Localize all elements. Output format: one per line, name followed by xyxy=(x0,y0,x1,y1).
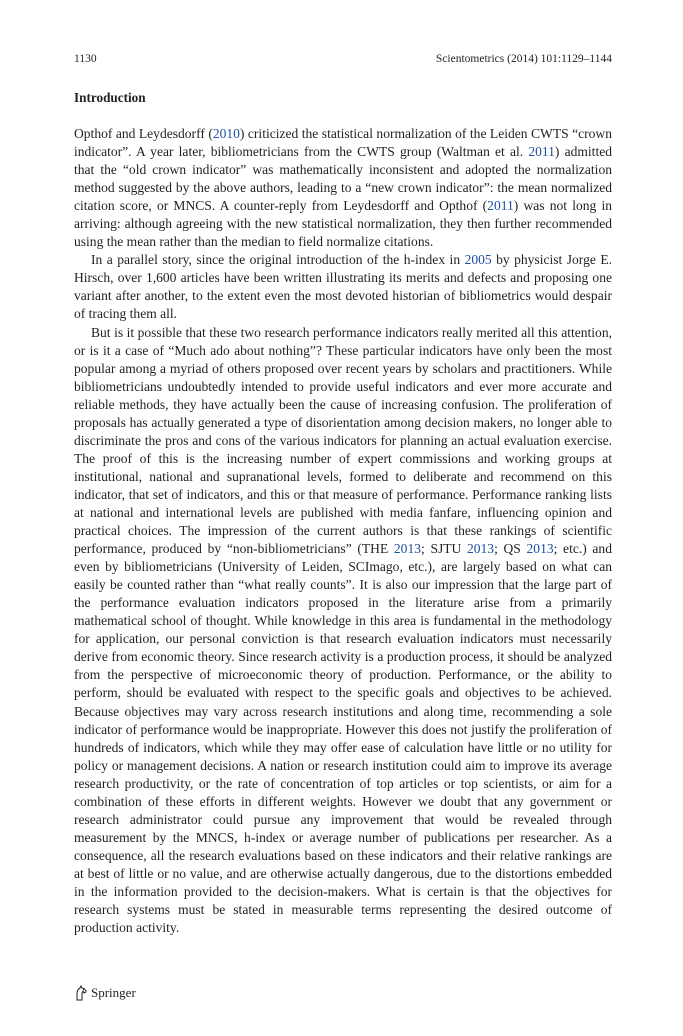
body-text xyxy=(74,125,612,937)
publisher-footer xyxy=(74,985,136,1001)
paragraph-text: ; etc.) and even by bibliometricians (University of Leiden, SCImago, etc.), are largely based on what can easily be counted rather than “what really counts”. It is also our impression that the large part of the performance evaluation indicators proposed in the literature arise from a primarily mathematical school of thought. While knowledge in this area is fundamental in the methodology for application, our personal conviction is that research evaluation indicators must necessarily derive from economic theory. Since research activity is a production process, it should be analyzed from the perspective of microeconomic theory of production. Performance, or the ability to perform, should be evaluated with respect to the specific goals and objectives to be achieved. Because objectives may vary across research institutions and along time, recommending a sole indicator of performance would be inappropriate. However this does not justify the proliferation of hundreds of indicators, which while they may offer ease of calculation have little or no utility for policy or management decisions. A nation or research institution could aim to improve its average research productivity, or the rate of concentration of top articles or top scientists, or aim for a combination of these efforts in different weights. However we doubt that any government or research administrator could pursue any improvement that would be revealed through measurement by the MNCS, h-index or average number of publications per researcher. As a consequence, all the research evaluations based on these indicators and their relative rankings are at best of little or no value, and are otherwise actually dangerous, due to the distortions embedded in the information provided to the decision-makers. What is certain is that the objectives for research systems must be stated in measurable terms representing the desired outcome of production activity. xyxy=(74,541,612,936)
section-title: Introduction xyxy=(74,90,146,105)
citation-link[interactable]: 2013 xyxy=(466,541,495,557)
journal-citation: Scientometrics (2014) 101:1129–1144 xyxy=(435,53,612,65)
paragraph-text: ) was not long in arriving: although agreeing with the new statistical normalization, they then further recommended using the mean rather than the median to field normalize citations. xyxy=(74,198,612,250)
paragraph-text: But is it possible that these two research performance indicators really merited all this attention, or is it a case of “Much ado about nothing”? These particular indicators have only been the most popular among a myriad of others proposed over recent years by scholars and practitioners. While bibliometricians undoubtedly intended to provide useful indicators and ever more accurate and reliable methods, they have actually been the cause of increasing confusion. The proliferation of proposals has actually generated a type of disorientation among decision makers, no longer able to discriminate the pros and cons of the various indicators for planning an actual evaluation exercise. The proof of this is the increasing number of expert commissions and working groups at institutional, national and supranational levels, formed to deliberate and recommend on this indicator, that set of indicators, and this or that measure of performance. Performance ranking lists at national and international levels are published with media fanfare, influencing opinion and practical choices. The impression of the current authors is that these rankings of scientific performance, produced by “non-bibliometricians” (THE xyxy=(74,324,612,557)
paragraph-text: ) criticized the statistical normalization of the Leiden CWTS “crown indicator”. A year later, bibliometricians from the CWTS group (Waltman et al. xyxy=(74,126,612,160)
citation-link[interactable]: 2011 xyxy=(528,144,555,160)
springer-horse-icon xyxy=(74,985,88,1001)
paragraph-text: by physicist Jorge E. Hirsch, over 1,600 articles have been written illustrating its merits and defects and proposing one variant after another, to the extent even the most devoted historian of bibliometrics would despair of tracing them all. xyxy=(74,252,612,322)
paragraph-text: ) admitted that the “old crown indicator” was mathematically inconsistent and adopted the normalization method suggested by the above authors, leading to a “new crown indicator”: the mean normalized citation score, or MNCS. A counter-reply from Leydesdorff and Opthof ( xyxy=(74,144,612,214)
citation-link[interactable]: 2011 xyxy=(487,198,514,214)
paragraph-3 xyxy=(74,324,612,938)
citation-link[interactable]: 2010 xyxy=(212,126,240,141)
citation-link[interactable]: 2013 xyxy=(393,541,421,557)
page-number: 1130 xyxy=(74,53,97,65)
publisher-name: Springer xyxy=(91,985,136,1000)
paragraph-text: ; QS xyxy=(494,541,527,557)
paragraph-2 xyxy=(74,251,612,323)
paragraph-text: In a parallel story, since the original introduction of the h-index in xyxy=(91,252,465,268)
citation-link[interactable]: 2005 xyxy=(464,252,492,268)
paragraph-1 xyxy=(74,125,612,251)
running-head xyxy=(74,52,612,66)
paragraph-text: Opthof and Leydesdorff ( xyxy=(74,126,213,141)
paragraph-text: ; SJTU xyxy=(421,541,467,557)
citation-link[interactable]: 2013 xyxy=(526,541,554,557)
